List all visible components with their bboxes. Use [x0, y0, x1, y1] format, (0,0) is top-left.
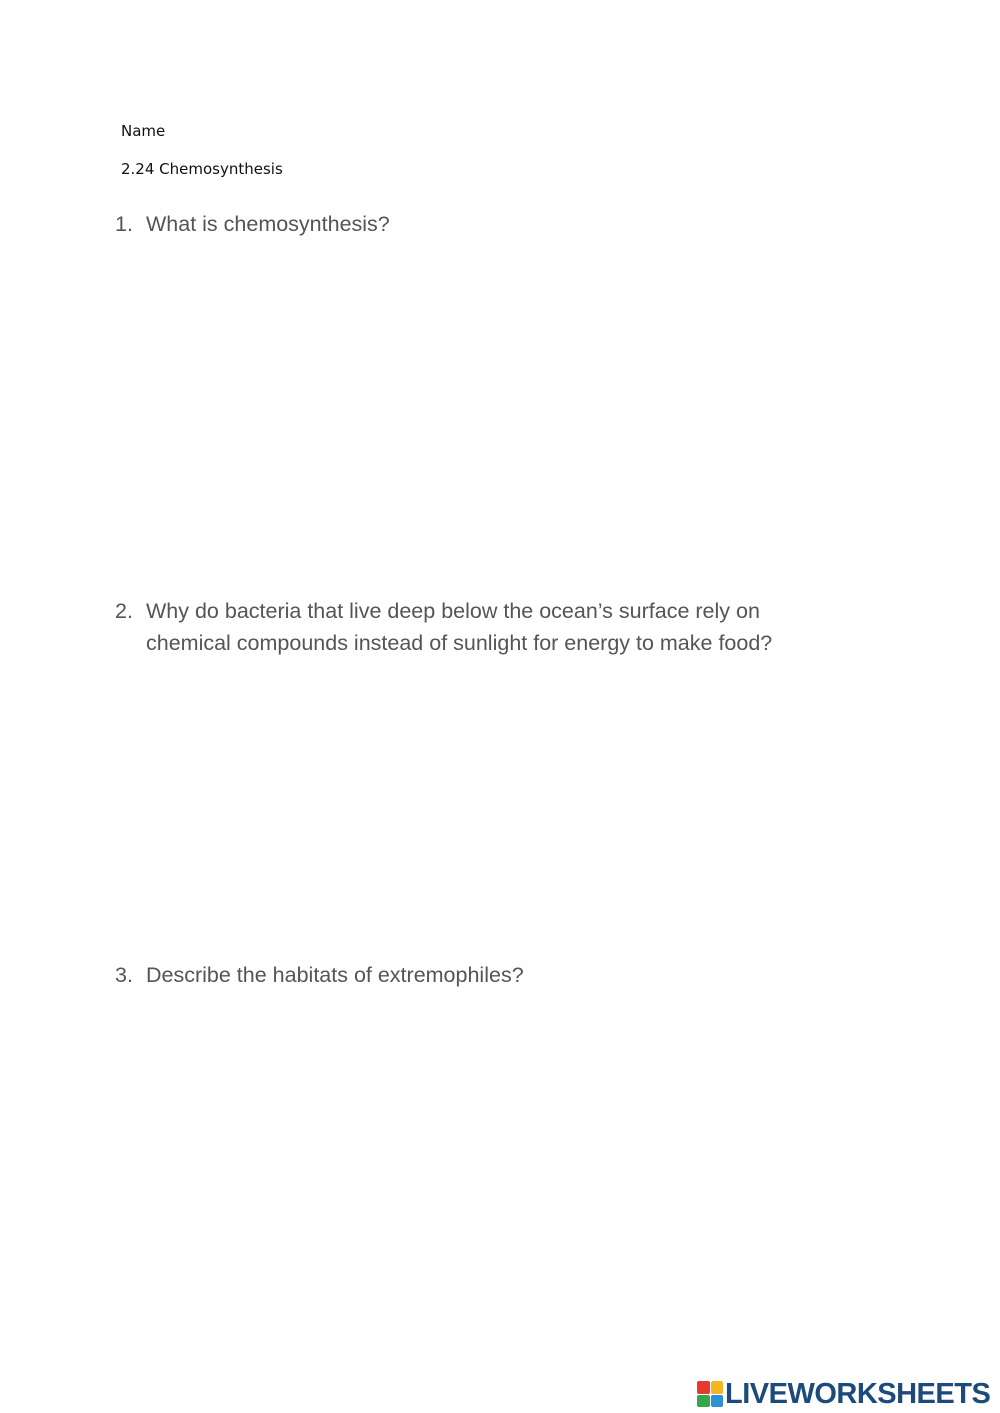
question-text: Why do bacteria that live deep below the ocean’s surface rely on chemical compounds instead of sunlight for energy to make food?	[146, 599, 773, 655]
liveworksheets-logo[interactable]	[697, 1378, 990, 1410]
logo-square-blue-icon	[711, 1395, 724, 1408]
logo-square-red-icon	[697, 1381, 710, 1394]
answer-area-1[interactable]	[146, 250, 846, 570]
logo-square-yellow-icon	[711, 1381, 724, 1394]
question-number: 3.	[115, 963, 133, 987]
name-label: Name	[121, 122, 166, 140]
question-1	[115, 208, 835, 240]
answer-area-2[interactable]	[146, 670, 846, 940]
worksheet-title: 2.24 Chemosynthesis	[121, 160, 283, 178]
question-2	[115, 595, 835, 659]
answer-area-3[interactable]	[146, 1000, 846, 1300]
question-number: 2.	[115, 599, 133, 623]
liveworksheets-brand-text: LIVEWORKSHEETS	[725, 1377, 991, 1410]
question-number: 1.	[115, 212, 133, 236]
question-text: Describe the habitats of extremophiles?	[146, 963, 524, 987]
question-text: What is chemosynthesis?	[146, 212, 390, 236]
liveworksheets-logo-icon	[697, 1381, 723, 1407]
question-3	[115, 959, 835, 991]
logo-square-green-icon	[697, 1395, 710, 1408]
